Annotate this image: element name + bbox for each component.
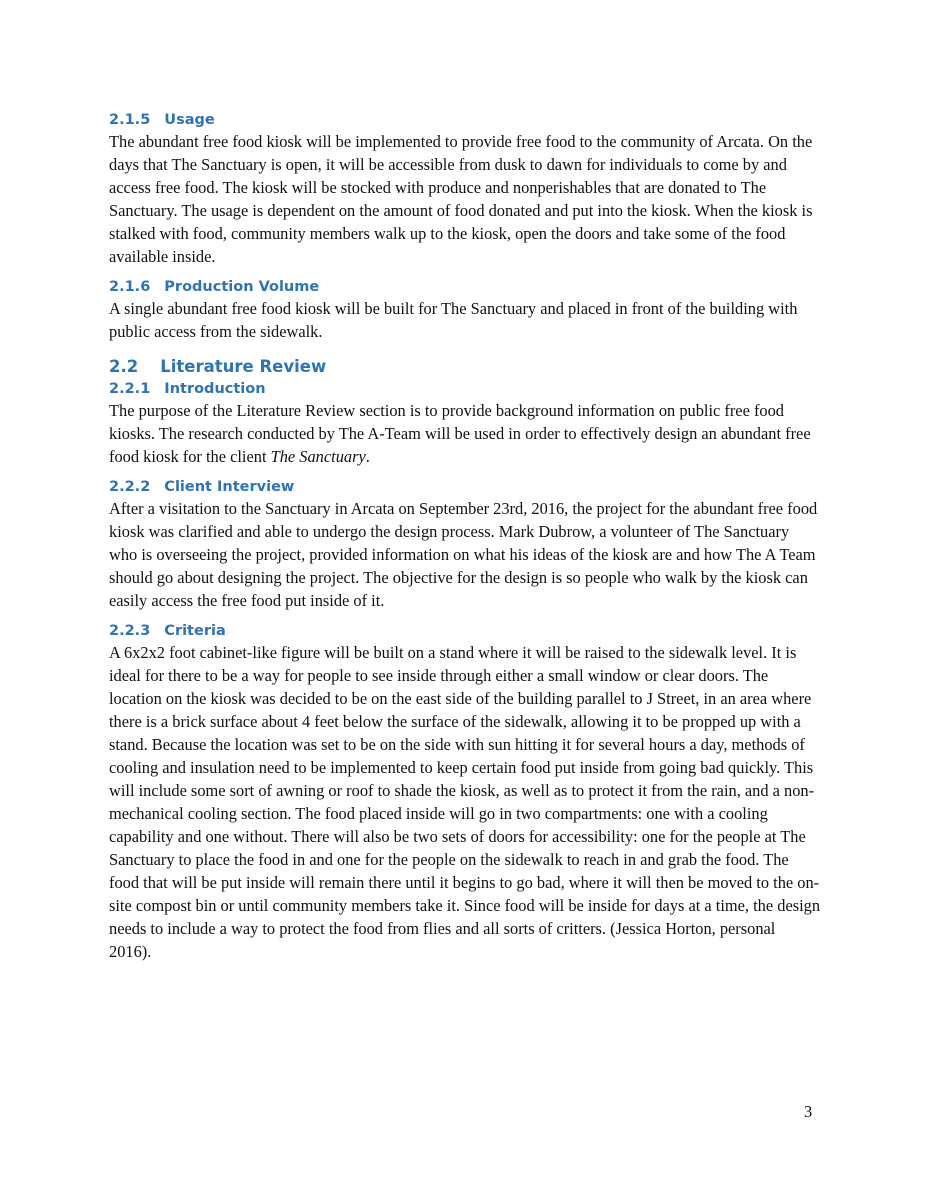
client-name-italic: The Sanctuary (270, 447, 366, 466)
heading-usage (109, 110, 821, 130)
paragraph-production-volume: A single abundant free food kiosk will be built for The Sanctuary and placed in front of the building with public access from the sidewalk. (109, 299, 798, 341)
page-content (109, 110, 821, 963)
heading-number: 2.2.1 (109, 381, 151, 397)
heading-number: 2.2.3 (109, 623, 151, 639)
heading-number: 2.1.6 (109, 279, 151, 295)
heading-number: 2.1.5 (109, 112, 151, 128)
introduction-text-end: . (365, 447, 370, 466)
heading-title: Client Interview (164, 479, 295, 495)
heading-production-volume (109, 277, 821, 297)
heading-title: Criteria (164, 623, 226, 639)
heading-introduction (109, 379, 821, 399)
introduction-text: The purpose of the Literature Review section is to provide background information on public free food kiosks. The research conducted by The A-Team will be used in order to effectively design an abundant free food kiosk for the client (109, 401, 811, 466)
heading-number: 2.2.2 (109, 479, 151, 495)
paragraph-criteria: A 6x2x2 foot cabinet-like figure will be built on a stand where it will be raised to the sidewalk level. It is ideal for there to be a way for people to see inside through either a small window or clear doors. The location on the kiosk was decided to be on the east side of the building parallel to J Street, in an area where there is a brick surface about 4 feet below the surface of the sidewalk, allowing it to be propped up with a stand. Because the location was set to be on the side with sun hitting it for several hours a day, methods of cooling and insulation need to be implemented to keep certain food put inside from going bad quickly. This will include some sort of awning or roof to shade the kiosk, as well as to protect it from the rain, and a non-mechanical cooling section. The food placed inside will go in two compartments: one with a cooling capability and one without. There will also be two sets of doors for accessibility: one for the people at The Sanctuary to place the food in and one for the people on the sidewalk to reach in and grab the food. The food that will be put inside will remain there until it begins to go bad, where it will then be moved to the on-site compost bin or until community members take it. Since food will be inside for days at a time, the design needs to include a way to protect the food from flies and all sorts of critters. (Jessica Horton, personal 2016). (109, 643, 821, 961)
page-number: 3 (804, 1102, 813, 1121)
heading-client-interview (109, 477, 821, 497)
paragraph-usage: The abundant free food kiosk will be implemented to provide free food to the community of Arcata. On the days that The Sanctuary is open, it will be accessible from dusk to dawn for individuals to come by and access free food. The kiosk will be stocked with produce and nonperishables that are donated to The Sanctuary. The usage is dependent on the amount of food donated and put into the kiosk. When the kiosk is stalked with food, community members walk up to the kiosk, open the doors and take some of the food available inside. (109, 132, 813, 266)
heading-title: Introduction (164, 381, 266, 397)
heading-title: Literature Review (160, 357, 327, 376)
heading-literature-review (109, 355, 821, 379)
heading-criteria (109, 621, 821, 641)
paragraph-introduction (109, 399, 821, 468)
heading-title: Production Volume (164, 279, 320, 295)
heading-title: Usage (164, 112, 215, 128)
paragraph-client-interview: After a visitation to the Sanctuary in Arcata on September 23rd, 2016, the project for the abundant free food kiosk was clarified and able to undergo the design process. Mark Dubrow, a volunteer of The Sanctuary who is overseeing the project, provided information on what his ideas of the kiosk are and how The A Team should go about designing the project. The objective for the design is so people who walk by the kiosk can easily access the free food put inside of it. (109, 499, 818, 610)
heading-number: 2.2 (109, 357, 139, 376)
